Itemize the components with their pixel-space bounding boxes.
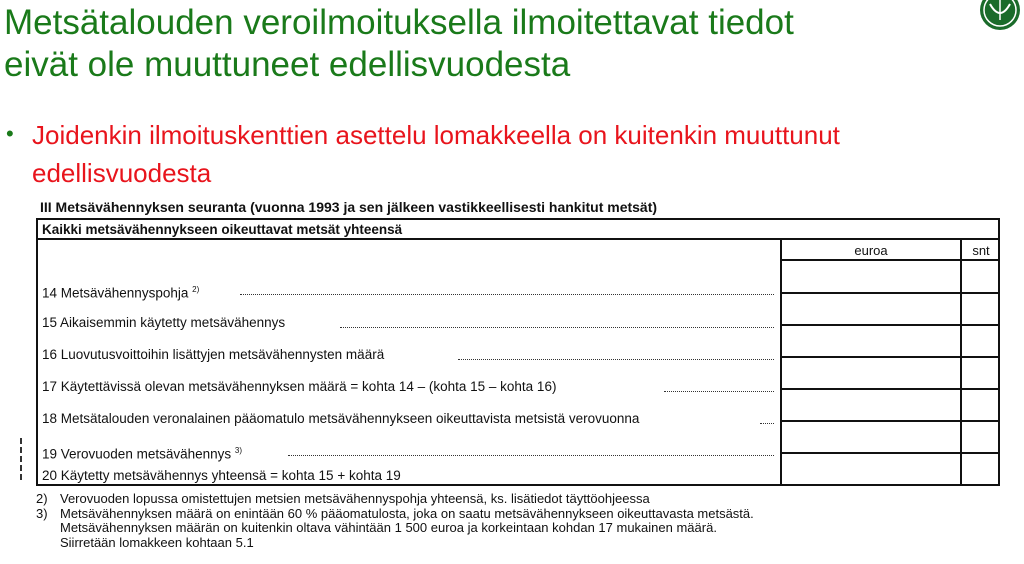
footnote-line: Siirretään lomakkeen kohtaan 5.1 [60,534,254,550]
form-table [36,218,1000,486]
cell-divider [782,324,1000,326]
slide-title [4,2,964,86]
footnote-line: Metsävähennyksen määrä on enintään 60 % pääomatulosta, joka on saatu metsävähennykseen oikeuttavasta metsästä. [60,505,754,521]
form-section-title: III Metsävähennyksen seuranta (vuonna 1993 ja sen jälkeen vastikkeellisesti hankitut metsät) [40,199,658,215]
bullet-text [32,116,992,192]
form-row-16 [42,347,384,363]
footnote-number: 3) [36,505,48,521]
form-row-20 [42,468,401,484]
footnote-2 [36,492,996,507]
footnotes [36,492,996,550]
form-row-14 [42,282,199,302]
form-row-18-text: 18 Metsätalouden veronalainen pääomatulo metsävähennykseen oikeuttavista metsistä verovuonna [42,411,640,426]
logo-emblem [976,0,1024,30]
form-row-16-text: 16 Luovutusvoittoihin lisättyjen metsävähennysten määrä [42,347,385,362]
form-row-14-text: 14 Metsävähennyspohja [42,285,189,301]
column-header-euroa: euroa [854,243,888,258]
footnote-line: Verovuoden lopussa omistettujen metsien metsävähennyspohja yhteensä, ks. lisätiedot täyttöohjeessa [60,491,650,506]
column-divider [780,240,782,486]
cell-divider [782,420,1000,422]
form-row-17-text: 17 Käytettävissä olevan metsävähennyksen määrä = kohta 14 – (kohta 15 – kohta 16) [42,379,557,394]
bullet-text-line-2: edellisvuodesta [32,158,212,188]
dot-leader [340,327,774,328]
dot-leader [240,294,774,295]
dot-leader [288,455,774,456]
column-header-snt: snt [972,243,990,258]
footnote-3 [36,507,996,551]
tax-form-excerpt [36,198,1002,483]
title-line-1: Metsätalouden veroilmoituksella ilmoitettavat tiedot [4,3,794,42]
form-row-19-footnote-ref: 3) [234,446,243,455]
column-header-divider [782,259,1000,261]
dot-leader [760,423,774,424]
column-divider [960,240,962,486]
form-table-header: Kaikki metsävähennykseen oikeuttavat metsät yhteensä [38,220,998,240]
form-row-19-text: 19 Verovuoden metsävähennys [42,446,232,462]
form-row-15 [42,315,285,331]
form-row-20-text: 20 Käytetty metsävähennys yhteensä = kohta 15 + kohta 19 [42,468,401,483]
form-row-19 [42,443,242,463]
cell-divider [782,356,1000,358]
footnote-line: Metsävähennyksen määrän on kuitenkin oltava vähintään 1 500 euroa ja korkeintaan kohdan 17 mukainen määrä. [60,520,717,535]
margin-mark [20,438,22,480]
cell-divider [782,452,1000,454]
dot-leader [458,359,774,360]
form-row-18 [42,411,639,427]
title-line-2: eivät ole muuttuneet edellisvuodesta [4,45,571,84]
cell-divider [782,388,1000,390]
dot-leader [664,391,774,392]
form-row-17 [42,379,556,395]
form-row-14-footnote-ref: 2) [192,285,200,294]
form-row-15-text: 15 Aikaisemmin käytetty metsävähennys [42,315,286,330]
bullet-marker: • [6,121,14,146]
bullet-text-line-1: Joidenkin ilmoituskenttien asettelu lomakkeella on kuitenkin muuttunut [32,120,840,150]
cell-divider [782,292,1000,294]
footnote-number: 2) [36,491,48,506]
